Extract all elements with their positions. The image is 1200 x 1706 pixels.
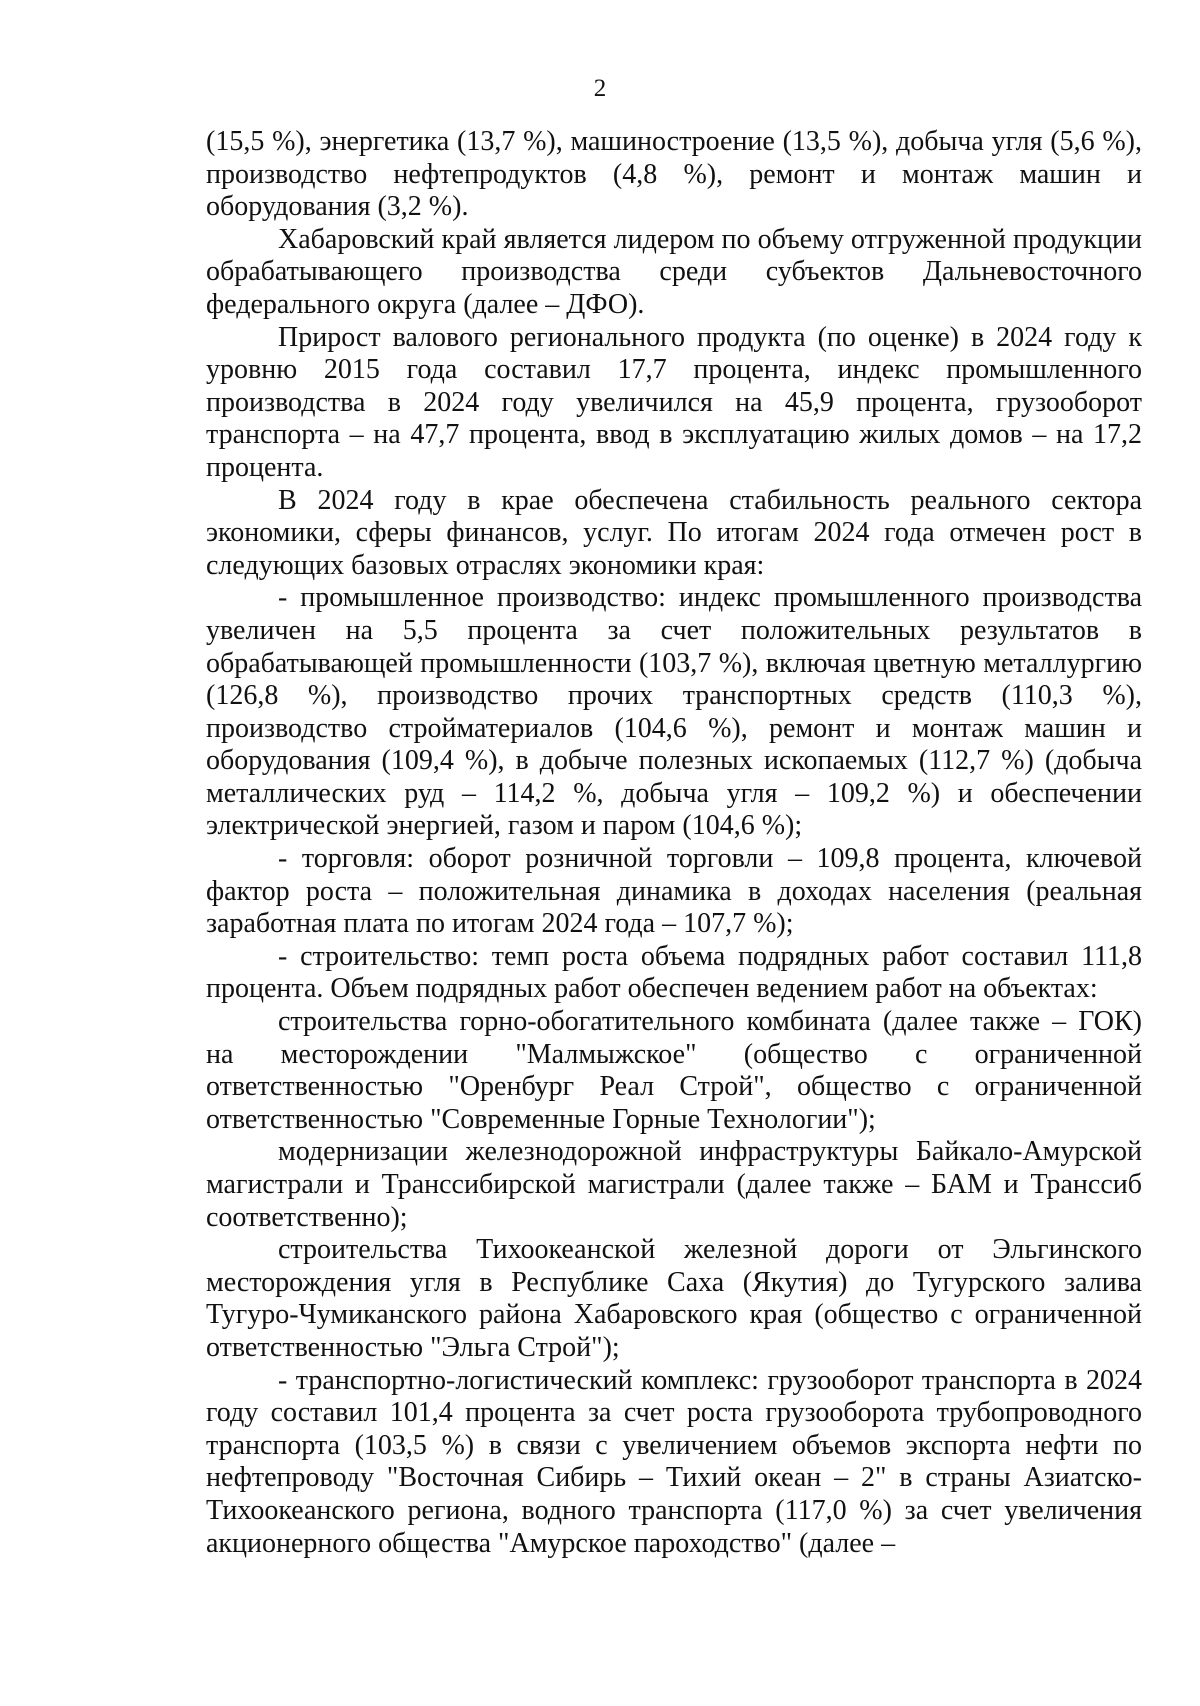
sub-item-bam: модернизации железнодорожной инфраструктуры Байкало-Амурской магистрали и Транссибирской магистрали (далее также – БАМ и Транссиб соответственно); [206, 1136, 1142, 1233]
sub-item-gok: строительства горно-обогатительного комбината (далее также – ГОК) на месторождении "Малмыжское" (общество с ограниченной ответственностью "Оренбург Реал Строй", общество с ограниченной ответственностью "Современные Горные Технологии"); [206, 1006, 1142, 1135]
sub-item-railway: строительства Тихоокеанской железной дороги от Эльгинского месторождения угля в Республике Саха (Якутия) до Тугурского залива Тугуро-Чумиканского района Хабаровского края (общество с ограниченной ответственностью "Эльга Строй"); [206, 1234, 1142, 1363]
list-item-industry: - промышленное производство: индекс промышленного производства увеличен на 5,5 процента за счет положительных результатов в обрабатывающей промышленности (103,7 %), включая цветную металлургию (126,8 %), производство прочих транспортных средств (110,3 %), производство стройматериалов (104,6 %), ремонт и монтаж машин и оборудования (109,4 %), в добыче полезных ископаемых (112,7 %) (добыча металлических руд – 114,2 %, добыча угля – 109,2 %) и обеспечении электрической энергией, газом и паром (104,6 %); [206, 582, 1142, 842]
document-body [206, 126, 1142, 1560]
page-number: 2 [593, 75, 607, 102]
paragraph: (15,5 %), энергетика (13,7 %), машиностроение (13,5 %), добыча угля (5,6 %), производство нефтепродуктов (4,8 %), ремонт и монтаж машин и оборудования (3,2 %). [206, 126, 1142, 223]
paragraph: Хабаровский край является лидером по объему отгруженной продукции обрабатывающего производства среди субъектов Дальневосточного федерального округа (далее – ДФО). [206, 223, 1142, 320]
list-item-trade: - торговля: оборот розничной торговли – 109,8 процента, ключевой фактор роста – положительная динамика в доходах населения (реальная заработная плата по итогам 2024 года – 107,7 %); [206, 843, 1142, 940]
list-item-construction: - строительство: темп роста объема подрядных работ составил 111,8 процента. Объем подрядных работ обеспечен ведением работ на объектах: [206, 940, 1142, 1005]
paragraph: В 2024 году в крае обеспечена стабильность реального сектора экономики, сферы финансов, услуг. По итогам 2024 года отмечен рост в следующих базовых отраслях экономики края: [206, 484, 1142, 581]
list-item-transport: - транспортно-логистический комплекс: грузооборот транспорта в 2024 году составил 101,4 процента за счет роста грузооборота трубопроводного транспорта (103,5 %) в связи с увеличением объемов экспорта нефти по нефтепроводу "Восточная Сибирь – Тихий океан – 2" в страны Азиатско-Тихоокеанского региона, водного транспорта (117,0 %) за счет увеличения акционерного общества "Амурское пароходство" (далее – [206, 1364, 1142, 1559]
paragraph: Прирост валового регионального продукта (по оценке) в 2024 году к уровню 2015 года составил 17,7 процента, индекс промышленного производства в 2024 году увеличился на 45,9 процента, грузооборот транспорта – на 47,7 процента, ввод в эксплуатацию жилых домов – на 17,2 процента. [206, 321, 1142, 483]
